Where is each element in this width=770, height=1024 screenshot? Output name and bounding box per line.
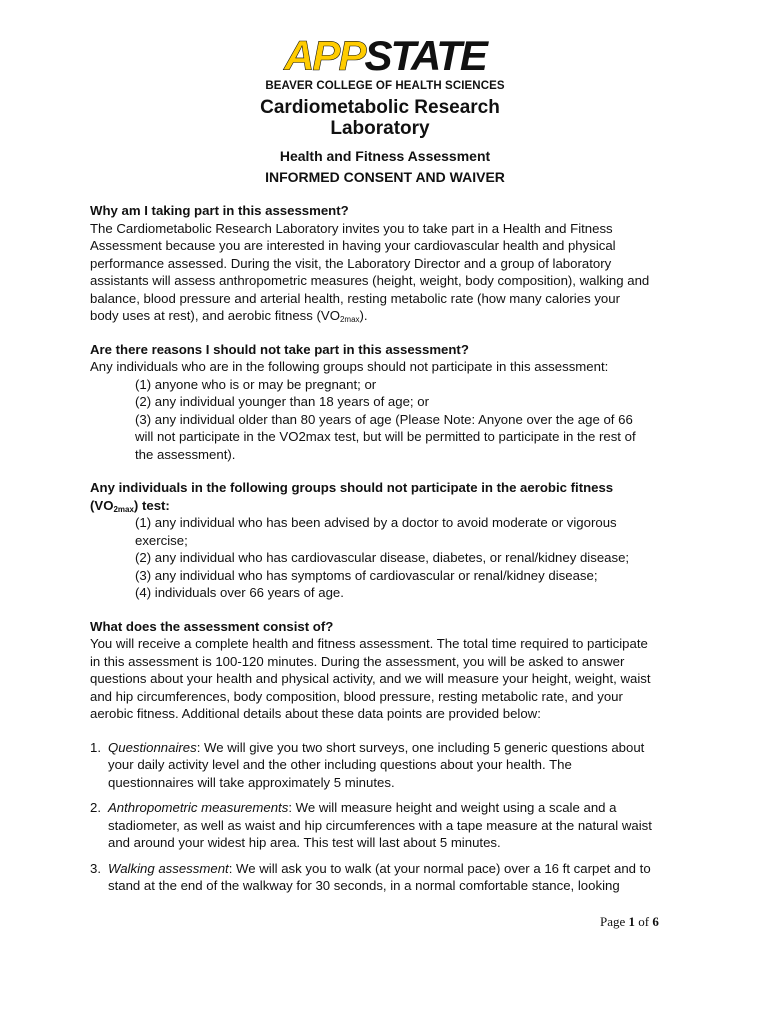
list-line: your daily activity level and the other including questions about your health. The — [108, 757, 572, 772]
aerobic-exclusion-item: (4) individuals over 66 years of age. — [135, 585, 344, 600]
exclusion-item: (2) any individual younger than 18 years of age; or — [135, 394, 429, 409]
list-line: questionnaires will take approximately 5 minutes. — [108, 774, 395, 790]
text-run: (VO — [90, 497, 114, 513]
aerobic-exclusion-item: exercise; — [135, 532, 188, 548]
list-number: 3. — [90, 860, 101, 876]
list-number: 1. — [90, 739, 101, 755]
logo-state-text: STATE — [364, 32, 486, 79]
document-title-line2: INFORMED CONSENT AND WAIVER — [265, 169, 505, 185]
list-line — [108, 739, 690, 757]
text-run: : We will give you two short surveys, one including 5 generic questions about — [196, 739, 645, 755]
section-heading-aerobic: Any individuals in the following groups should not participate in the aerobic fitness — [90, 480, 614, 495]
assessment-list-item — [90, 860, 690, 895]
college-name: BEAVER COLLEGE OF HEALTH SCIENCES — [265, 80, 505, 92]
section-heading-why: Why am I taking part in this assessment? — [90, 203, 349, 218]
text-run: ) test: — [133, 497, 170, 513]
exclusion-item: the assessment). — [135, 446, 236, 462]
of-word: of — [638, 914, 650, 929]
text-run: ). — [359, 308, 368, 323]
paragraph-line: in this assessment is 100-120 minutes. During the assessment, you will be asked to answer — [90, 653, 625, 669]
section-heading-reasons: Are there reasons I should not take part in this assessment? — [90, 341, 469, 357]
list-term: Anthropometric measurements — [108, 800, 289, 815]
subscript: 2max — [339, 315, 360, 324]
paragraph-line: aerobic fitness. Additional details about these data points are provided below: — [90, 706, 541, 721]
lab-title-line2: Laboratory — [330, 118, 430, 139]
list-line — [108, 860, 690, 878]
page-current: 1 — [628, 914, 636, 929]
list-line: stand at the end of the walkway for 30 seconds, in a normal comfortable stance, looking — [108, 878, 620, 893]
page-number — [600, 914, 700, 930]
list-number: 2. — [90, 800, 101, 815]
paragraph-line: balance, blood pressure and arterial health, resting metabolic rate (how many calories your — [90, 290, 620, 306]
aerobic-exclusion-item: (1) any individual who has been advised by a doctor to avoid moderate or vigorous — [135, 515, 617, 530]
list-line: and around your widest hip area. This test will last about 5 minutes. — [108, 835, 501, 850]
paragraph-line: Any individuals who are in the following groups should not participate in this assessment: — [90, 359, 609, 374]
page-total: 6 — [652, 914, 659, 929]
paragraph-line — [90, 307, 690, 325]
list-term: Walking assessment — [108, 860, 229, 876]
list-line: stadiometer, as well as waist and hip circumferences with a tape measure at the natural waist — [108, 817, 652, 833]
paragraph-line: questions about your health and physical activity, and we will measure your height, weight, waist — [90, 671, 651, 686]
logo-app-text: APP — [284, 32, 365, 79]
paragraph-line: You will receive a complete health and fitness assessment. The total time required to participate — [90, 636, 648, 651]
lab-title-line1: Cardiometabolic Research — [260, 97, 500, 118]
lab-title — [0, 97, 760, 139]
paragraph-line: performance assessed. During the visit, the Laboratory Director and a group of laboratory — [90, 255, 612, 271]
assessment-list-item — [90, 799, 690, 852]
subscript: 2max — [113, 504, 134, 514]
list-line — [108, 799, 690, 817]
document-title-line1: Health and Fitness Assessment — [279, 148, 491, 164]
section-heading-aerobic-cont — [90, 497, 690, 515]
page-word: Page — [600, 914, 626, 929]
aerobic-exclusion-item: (2) any individual who has cardiovascular disease, diabetes, or renal/kidney disease; — [135, 550, 630, 565]
aerobic-exclusion-item: (3) any individual who has symptoms of cardiovascular or renal/kidney disease; — [135, 567, 598, 583]
text-run: : We will ask you to walk (at your normal pace) over a 16 ft carpet and to — [228, 860, 651, 876]
paragraph-line: Assessment because you are interested in having your cardiovascular health and physical — [90, 238, 616, 253]
document-title — [0, 146, 770, 188]
exclusion-item: (3) any individual older than 80 years of age (Please Note: Anyone over the age of 66 — [135, 411, 633, 427]
assessment-list-item — [90, 739, 690, 792]
text-run: : We will measure height and weight using a scale and a — [288, 800, 617, 815]
text-run: body uses at rest), and aerobic fitness (VO — [90, 308, 340, 323]
exclusion-item: will not participate in the VO2max test, but will be permitted to participate in the rest of — [135, 429, 636, 444]
document-body — [90, 202, 690, 895]
appstate-logo — [0, 34, 770, 78]
exclusion-item: (1) anyone who is or may be pregnant; or — [135, 376, 377, 392]
section-heading-consist: What does the assessment consist of? — [90, 618, 334, 634]
paragraph-line: and hip circumferences, body composition, blood pressure, resting metabolic rate, and your — [90, 688, 623, 704]
paragraph-line: assistants will assess anthropometric measures (height, weight, body composition), walking and — [90, 273, 650, 288]
list-term: Questionnaires — [108, 739, 197, 755]
paragraph-line: The Cardiometabolic Research Laboratory invites you to take part in a Health and Fitness — [90, 220, 613, 236]
